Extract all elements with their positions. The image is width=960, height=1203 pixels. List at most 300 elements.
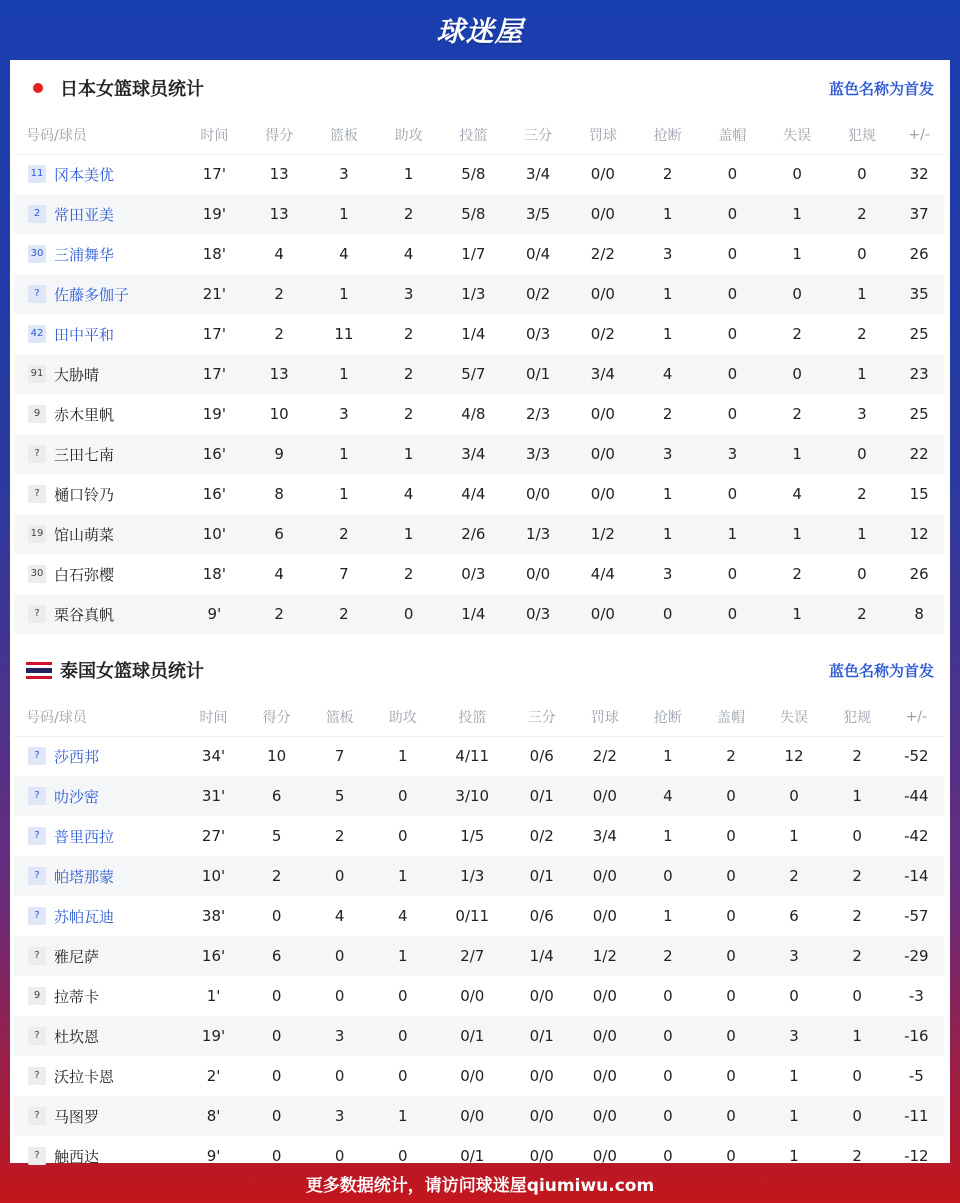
team-sections xyxy=(10,60,950,1176)
stat-cell: 34' xyxy=(201,747,226,766)
stat-cell: 4 xyxy=(274,245,284,263)
stat-cell: 0 xyxy=(727,325,738,343)
stat-cell: 0/3 xyxy=(526,325,551,343)
stat-cell: 0 xyxy=(852,1067,862,1085)
stat-cell: 0/0 xyxy=(529,1067,554,1085)
stat-cell: 6 xyxy=(247,514,312,554)
stat-cell: 19' xyxy=(182,1016,245,1056)
stat-cell: 2 xyxy=(376,354,441,394)
column-header: +/- xyxy=(894,116,944,154)
stat-cell: 2 xyxy=(826,936,889,976)
table-row xyxy=(14,314,944,354)
stat-cell: 2 xyxy=(852,747,862,766)
section-header xyxy=(10,642,950,698)
column-header: 助攻 xyxy=(376,116,441,154)
stat-cell: 3/4 xyxy=(526,165,551,184)
player-cell xyxy=(14,1016,182,1056)
stat-cell: 3 xyxy=(763,936,826,976)
stat-cell: 0 xyxy=(700,274,765,314)
stat-cell: 4 xyxy=(636,776,699,816)
stat-cell: 1 xyxy=(376,434,441,474)
stat-cell: 1 xyxy=(312,434,377,474)
stat-cell: 2 xyxy=(312,514,377,554)
stat-cell: 2 xyxy=(247,594,312,634)
stat-cell: 21' xyxy=(182,274,247,314)
stat-cell: 1 xyxy=(635,514,700,554)
player-cell xyxy=(14,976,182,1016)
stat-cell: 25 xyxy=(909,325,929,343)
stat-cell: 10' xyxy=(182,514,247,554)
jersey-number-badge: 2 xyxy=(28,205,46,223)
stat-cell: 0 xyxy=(376,594,441,634)
player-name-link[interactable]: 马图罗 xyxy=(54,1107,100,1126)
stat-cell: 2/2 xyxy=(590,245,615,263)
stat-cell: 1 xyxy=(792,245,802,263)
stat-cell: 5/7 xyxy=(441,354,506,394)
jersey-number-badge: 91 xyxy=(28,365,46,383)
stat-cell: 2 xyxy=(376,194,441,234)
stat-cell: 4 xyxy=(403,245,414,263)
section-title-text: 日本女篮球员统计 xyxy=(60,79,204,100)
stat-cell: 0/0 xyxy=(573,856,636,896)
stat-cell: 0 xyxy=(398,1147,408,1165)
jersey-number-badge: 9 xyxy=(28,405,46,423)
stat-cell: 2 xyxy=(247,274,312,314)
table-header xyxy=(14,116,944,154)
footer-banner xyxy=(0,1163,960,1203)
stat-cell: 8' xyxy=(182,1096,245,1136)
stat-cell: 1 xyxy=(789,1147,799,1165)
stat-cell: 0 xyxy=(700,194,765,234)
player-cell xyxy=(14,896,182,936)
table-row xyxy=(14,234,944,274)
stat-cell: 3 xyxy=(339,165,349,184)
stat-cell: 3 xyxy=(857,405,867,423)
stat-cell: 4/4 xyxy=(461,485,486,503)
stat-cell: 1 xyxy=(635,194,700,234)
stat-cell: 10' xyxy=(182,856,245,896)
table-header xyxy=(14,698,944,736)
stat-cell: 3 xyxy=(308,1096,371,1136)
stat-cell: 9 xyxy=(247,434,312,474)
stat-cell: 5/8 xyxy=(441,194,506,234)
jersey-number-badge: ? xyxy=(28,485,46,503)
player-name-link[interactable]: 莎西邦 xyxy=(54,747,100,766)
stat-cell: 1 xyxy=(662,325,673,343)
player-name-link[interactable]: 佐藤多伽子 xyxy=(54,285,130,304)
stat-cell: 0 xyxy=(726,987,736,1005)
column-header: 号码/球员 xyxy=(14,116,182,154)
stat-cell: 0 xyxy=(699,936,762,976)
stat-cell: 3/4 xyxy=(571,354,636,394)
stat-cell: 2 xyxy=(857,485,867,503)
stat-cell: 0/0 xyxy=(571,274,636,314)
stat-cell: 1 xyxy=(662,485,673,503)
player-cell xyxy=(14,394,182,434)
stat-cell: -57 xyxy=(904,907,929,925)
table-row xyxy=(14,1016,944,1056)
stat-cell: -16 xyxy=(889,1016,944,1056)
jersey-number-badge: 9 xyxy=(28,987,46,1005)
stat-cell: 0 xyxy=(308,856,371,896)
player-name-link[interactable]: 馆山萌菜 xyxy=(54,525,115,544)
stat-cell: 0/0 xyxy=(526,485,551,503)
stat-cell: 2 xyxy=(792,565,802,583)
stat-cell: 1 xyxy=(663,907,673,925)
stat-cell: 0/4 xyxy=(526,245,551,263)
stat-cell: 1 xyxy=(312,274,377,314)
stat-cell: 3 xyxy=(635,434,700,474)
stat-cell: 19' xyxy=(202,405,226,423)
stat-cell: 4 xyxy=(635,354,700,394)
stat-cell: 0 xyxy=(398,827,408,845)
stat-cell: 16' xyxy=(202,485,226,503)
stat-cell: 4 xyxy=(339,245,349,263)
table-row xyxy=(14,1096,944,1136)
stats-panel xyxy=(10,60,950,1166)
column-header: 号码/球员 xyxy=(14,698,182,736)
player-name-link[interactable]: 三田七南 xyxy=(54,445,115,464)
stat-cell: 0 xyxy=(371,776,434,816)
stat-cell: 7 xyxy=(334,747,345,766)
table-row xyxy=(14,394,944,434)
stat-cell: 4 xyxy=(274,565,284,583)
stat-cell: 0 xyxy=(245,1016,308,1056)
player-name-link[interactable]: 沃拉卡恩 xyxy=(54,1067,115,1086)
jersey-number-badge: ? xyxy=(28,445,46,463)
stat-cell: 0 xyxy=(699,1096,762,1136)
thailand-flag-icon xyxy=(26,662,52,679)
player-name-link[interactable]: 苏帕瓦迪 xyxy=(54,907,115,926)
stat-cell: 4 xyxy=(334,907,345,925)
stat-cell: 27' xyxy=(201,827,226,845)
section-header xyxy=(10,60,950,116)
stat-cell: 0/1 xyxy=(434,1016,510,1056)
stat-cell: 1 xyxy=(312,354,377,394)
section-title xyxy=(26,75,204,101)
stat-cell: 0 xyxy=(308,936,371,976)
stat-cell: 10 xyxy=(269,405,289,423)
stat-cell: 2 xyxy=(403,325,414,343)
section-title-text: 泰国女篮球员统计 xyxy=(60,661,204,682)
stat-cell: 1 xyxy=(339,485,349,503)
stat-cell: 1 xyxy=(398,747,408,766)
stat-cell: 2/7 xyxy=(434,936,510,976)
stat-cell: 22 xyxy=(894,434,944,474)
stat-cell: 32 xyxy=(909,165,929,184)
player-name-link[interactable]: 普里西拉 xyxy=(54,827,115,846)
stat-cell: 5 xyxy=(271,827,282,845)
stat-cell: 9' xyxy=(182,594,247,634)
stat-cell: 0 xyxy=(271,1147,282,1165)
stat-cell: 0 xyxy=(857,565,867,583)
stat-cell: 3/4 xyxy=(441,434,506,474)
stat-cell: 0 xyxy=(727,565,738,583)
stat-cell: 0 xyxy=(334,1067,345,1085)
jersey-number-badge: ? xyxy=(28,947,46,965)
stat-cell: 4/8 xyxy=(461,405,486,423)
stat-cell: 3 xyxy=(339,405,349,423)
stat-cell: 1/4 xyxy=(510,936,573,976)
stat-cell: 0 xyxy=(334,1147,345,1165)
stat-cell: 0 xyxy=(830,434,895,474)
table-row xyxy=(14,474,944,514)
player-name-link[interactable]: 叻沙密 xyxy=(54,787,100,806)
stat-cell: 0/1 xyxy=(510,1016,573,1056)
stat-cell: 25 xyxy=(909,405,929,423)
stat-cell: 0 xyxy=(663,1147,673,1165)
player-name-link[interactable]: 田中平和 xyxy=(54,325,115,344)
stat-cell: 0/2 xyxy=(529,827,554,845)
stat-cell: -3 xyxy=(908,987,924,1005)
player-cell xyxy=(14,274,182,314)
player-cell xyxy=(14,314,182,354)
stat-cell: 0 xyxy=(792,165,802,184)
stat-cell: 17' xyxy=(202,325,226,343)
table-row xyxy=(14,976,944,1016)
stat-cell: 0 xyxy=(727,165,738,184)
player-name-link[interactable]: 大胁晴 xyxy=(54,365,100,384)
stat-cell: 23 xyxy=(894,354,944,394)
player-name-link[interactable]: 三浦舞华 xyxy=(54,245,115,264)
stat-cell: 1 xyxy=(763,1096,826,1136)
player-cell xyxy=(14,554,182,594)
stat-cell: 26 xyxy=(909,565,929,583)
stat-cell: 0 xyxy=(271,987,282,1005)
stat-cell: 0/0 xyxy=(460,987,485,1005)
section-title xyxy=(26,657,204,683)
stat-cell: 2 xyxy=(857,325,867,343)
stat-cell: -14 xyxy=(889,856,944,896)
stat-cell: 13 xyxy=(247,194,312,234)
stat-cell: 2 xyxy=(334,827,345,845)
column-header: 助攻 xyxy=(371,698,434,736)
stat-cell: 2/3 xyxy=(526,405,551,423)
stat-cell: 2 xyxy=(830,594,895,634)
player-name-link[interactable]: 拉蒂卡 xyxy=(54,987,100,1006)
stat-cell: 0/1 xyxy=(510,856,573,896)
header-row xyxy=(14,116,944,154)
stat-cell: 0 xyxy=(271,907,282,925)
stat-cell: 0/1 xyxy=(510,776,573,816)
stat-cell: 4 xyxy=(398,907,408,925)
stat-cell: 0/0 xyxy=(460,1067,485,1085)
stat-cell: 0 xyxy=(371,1016,434,1056)
stat-cell: 6 xyxy=(245,936,308,976)
jersey-number-badge: ? xyxy=(28,827,46,845)
stat-cell: 2 xyxy=(792,325,802,343)
stat-cell: 18' xyxy=(202,565,226,583)
section-gap xyxy=(10,634,950,642)
table-row xyxy=(14,154,944,194)
column-header: 得分 xyxy=(247,116,312,154)
stat-cell: 1 xyxy=(371,1096,434,1136)
stat-cell: 0/6 xyxy=(529,747,554,766)
stat-cell: 19' xyxy=(182,194,247,234)
stat-cell: 2 xyxy=(852,907,862,925)
column-header: 时间 xyxy=(182,698,245,736)
column-header: 失误 xyxy=(763,698,826,736)
player-name-link[interactable]: 栗谷真帆 xyxy=(54,605,115,624)
stat-cell: 13 xyxy=(247,354,312,394)
jersey-number-badge: 19 xyxy=(28,525,46,543)
column-header: 篮板 xyxy=(312,116,377,154)
brand-logo: 球迷屋 xyxy=(436,15,524,48)
player-cell xyxy=(14,736,182,776)
column-header: +/- xyxy=(889,698,944,736)
stat-cell: -5 xyxy=(908,1067,924,1085)
stat-cell: 17' xyxy=(202,165,226,184)
stat-cell: 1' xyxy=(206,987,221,1005)
jersey-number-badge: ? xyxy=(28,1067,46,1085)
stat-cell: 0/0 xyxy=(526,565,551,583)
stat-cell: 1 xyxy=(765,594,830,634)
stat-cell: 35 xyxy=(894,274,944,314)
column-header: 罚球 xyxy=(571,116,636,154)
table-body xyxy=(14,736,944,1176)
stat-cell: 18' xyxy=(202,245,226,263)
column-header: 三分 xyxy=(510,698,573,736)
stat-cell: 0 xyxy=(334,987,345,1005)
stat-cell: 0 xyxy=(727,485,738,503)
table-row xyxy=(14,514,944,554)
player-name-link[interactable]: 触西达 xyxy=(54,1147,100,1166)
stat-cell: 1 xyxy=(830,274,895,314)
stat-cell: 0/0 xyxy=(592,1147,617,1165)
player-cell xyxy=(14,354,182,394)
stat-cell: 2 xyxy=(245,856,308,896)
stat-cell: 2' xyxy=(206,1067,221,1085)
stat-cell: 2 xyxy=(662,405,673,423)
player-cell xyxy=(14,776,182,816)
stat-cell: 9' xyxy=(206,1147,221,1165)
stat-cell: 0 xyxy=(852,987,862,1005)
stat-cell: 0/0 xyxy=(573,1016,636,1056)
flag-circle xyxy=(33,83,43,93)
stat-cell: 0/6 xyxy=(529,907,554,925)
stat-cell: 5/8 xyxy=(461,165,486,184)
stat-cell: -44 xyxy=(889,776,944,816)
stat-cell: 2/2 xyxy=(592,747,617,766)
stat-cell: 1/2 xyxy=(571,514,636,554)
stat-cell: 2 xyxy=(852,1147,862,1165)
stat-cell: 4/11 xyxy=(455,747,490,766)
player-name-link[interactable]: 帕塔那蒙 xyxy=(54,867,115,886)
stat-cell: 1 xyxy=(663,827,673,845)
stat-cell: 8 xyxy=(894,594,944,634)
stat-cell: 0 xyxy=(789,987,799,1005)
jersey-number-badge: 42 xyxy=(28,325,46,343)
jersey-number-badge: 11 xyxy=(28,165,46,183)
stat-cell: 0/0 xyxy=(510,1096,573,1136)
footer-text: 更多数据统计，请访问球迷屋qiumiwu.com xyxy=(305,1175,655,1196)
stat-cell: 0/3 xyxy=(461,565,486,583)
stat-cell: 2 xyxy=(403,565,414,583)
stat-cell: 0 xyxy=(699,776,762,816)
stat-cell: 1/3 xyxy=(441,274,506,314)
player-cell xyxy=(14,816,182,856)
stat-cell: 0 xyxy=(636,1096,699,1136)
player-name-link[interactable]: 樋口铃乃 xyxy=(54,485,115,504)
jersey-number-badge: ? xyxy=(28,1147,46,1165)
stat-cell: 3/4 xyxy=(592,827,617,845)
column-header: 罚球 xyxy=(573,698,636,736)
stat-cell: 0/0 xyxy=(571,434,636,474)
starter-legend-note: 蓝色名称为首发 xyxy=(828,661,934,680)
stat-cell: 0 xyxy=(699,1016,762,1056)
stat-cell: 3 xyxy=(700,434,765,474)
jersey-number-badge: 30 xyxy=(28,565,46,583)
jersey-number-badge: ? xyxy=(28,787,46,805)
player-name-link[interactable]: 赤木里帆 xyxy=(54,405,115,424)
table-row xyxy=(14,194,944,234)
player-name-link[interactable]: 冈本美优 xyxy=(54,165,115,184)
stat-cell: 0/0 xyxy=(592,1067,617,1085)
stat-cell: 0 xyxy=(726,1147,736,1165)
stat-cell: 0/3 xyxy=(506,594,571,634)
stat-cell: 0 xyxy=(245,1096,308,1136)
stat-cell: -11 xyxy=(889,1096,944,1136)
stat-cell: 2 xyxy=(312,594,377,634)
column-header: 犯规 xyxy=(826,698,889,736)
stat-cell: 0 xyxy=(398,1067,408,1085)
player-cell xyxy=(14,936,182,976)
stat-cell: 1/4 xyxy=(461,325,486,343)
stat-cell: 0/0 xyxy=(573,1096,636,1136)
stat-cell: 1/3 xyxy=(434,856,510,896)
table-body xyxy=(14,154,944,634)
stat-cell: 1 xyxy=(765,514,830,554)
stat-cell: 0 xyxy=(398,987,408,1005)
stat-cell: 3 xyxy=(763,1016,826,1056)
table-row xyxy=(14,594,944,634)
stat-cell: 16' xyxy=(182,936,245,976)
column-header: 抢断 xyxy=(635,116,700,154)
header-row xyxy=(14,698,944,736)
stat-cell: 3 xyxy=(662,245,673,263)
stat-cell: 0 xyxy=(826,1096,889,1136)
jersey-number-badge: ? xyxy=(28,605,46,623)
column-header: 篮板 xyxy=(308,698,371,736)
stat-cell: 1 xyxy=(826,776,889,816)
player-cell xyxy=(14,1056,182,1096)
player-name-link[interactable]: 雅尼萨 xyxy=(54,947,100,966)
stat-cell: 1 xyxy=(700,514,765,554)
stat-cell: 1 xyxy=(371,856,434,896)
jersey-number-badge: 30 xyxy=(28,245,46,263)
table-row xyxy=(14,554,944,594)
stat-cell: 0/0 xyxy=(592,907,617,925)
flag-stripe xyxy=(26,676,52,679)
column-header: 投篮 xyxy=(434,698,510,736)
stat-cell: 0 xyxy=(726,907,736,925)
stat-cell: 1 xyxy=(765,194,830,234)
japan-flag-icon xyxy=(30,80,46,96)
stat-cell: 0/0 xyxy=(590,165,615,184)
stat-cell: 0/0 xyxy=(590,485,615,503)
player-name-link[interactable]: 杜坎恩 xyxy=(54,1027,100,1046)
stat-cell: 2 xyxy=(830,194,895,234)
stat-cell: 3 xyxy=(662,565,673,583)
stat-cell: 2 xyxy=(726,747,736,766)
player-name-link[interactable]: 白石弥樱 xyxy=(54,565,115,584)
stat-cell: 38' xyxy=(201,907,226,925)
table-row xyxy=(14,354,944,394)
stat-cell: 2/6 xyxy=(441,514,506,554)
stat-cell: 1/4 xyxy=(441,594,506,634)
stat-cell: 4/4 xyxy=(590,565,615,583)
player-name-link[interactable]: 常田亚美 xyxy=(54,205,115,224)
